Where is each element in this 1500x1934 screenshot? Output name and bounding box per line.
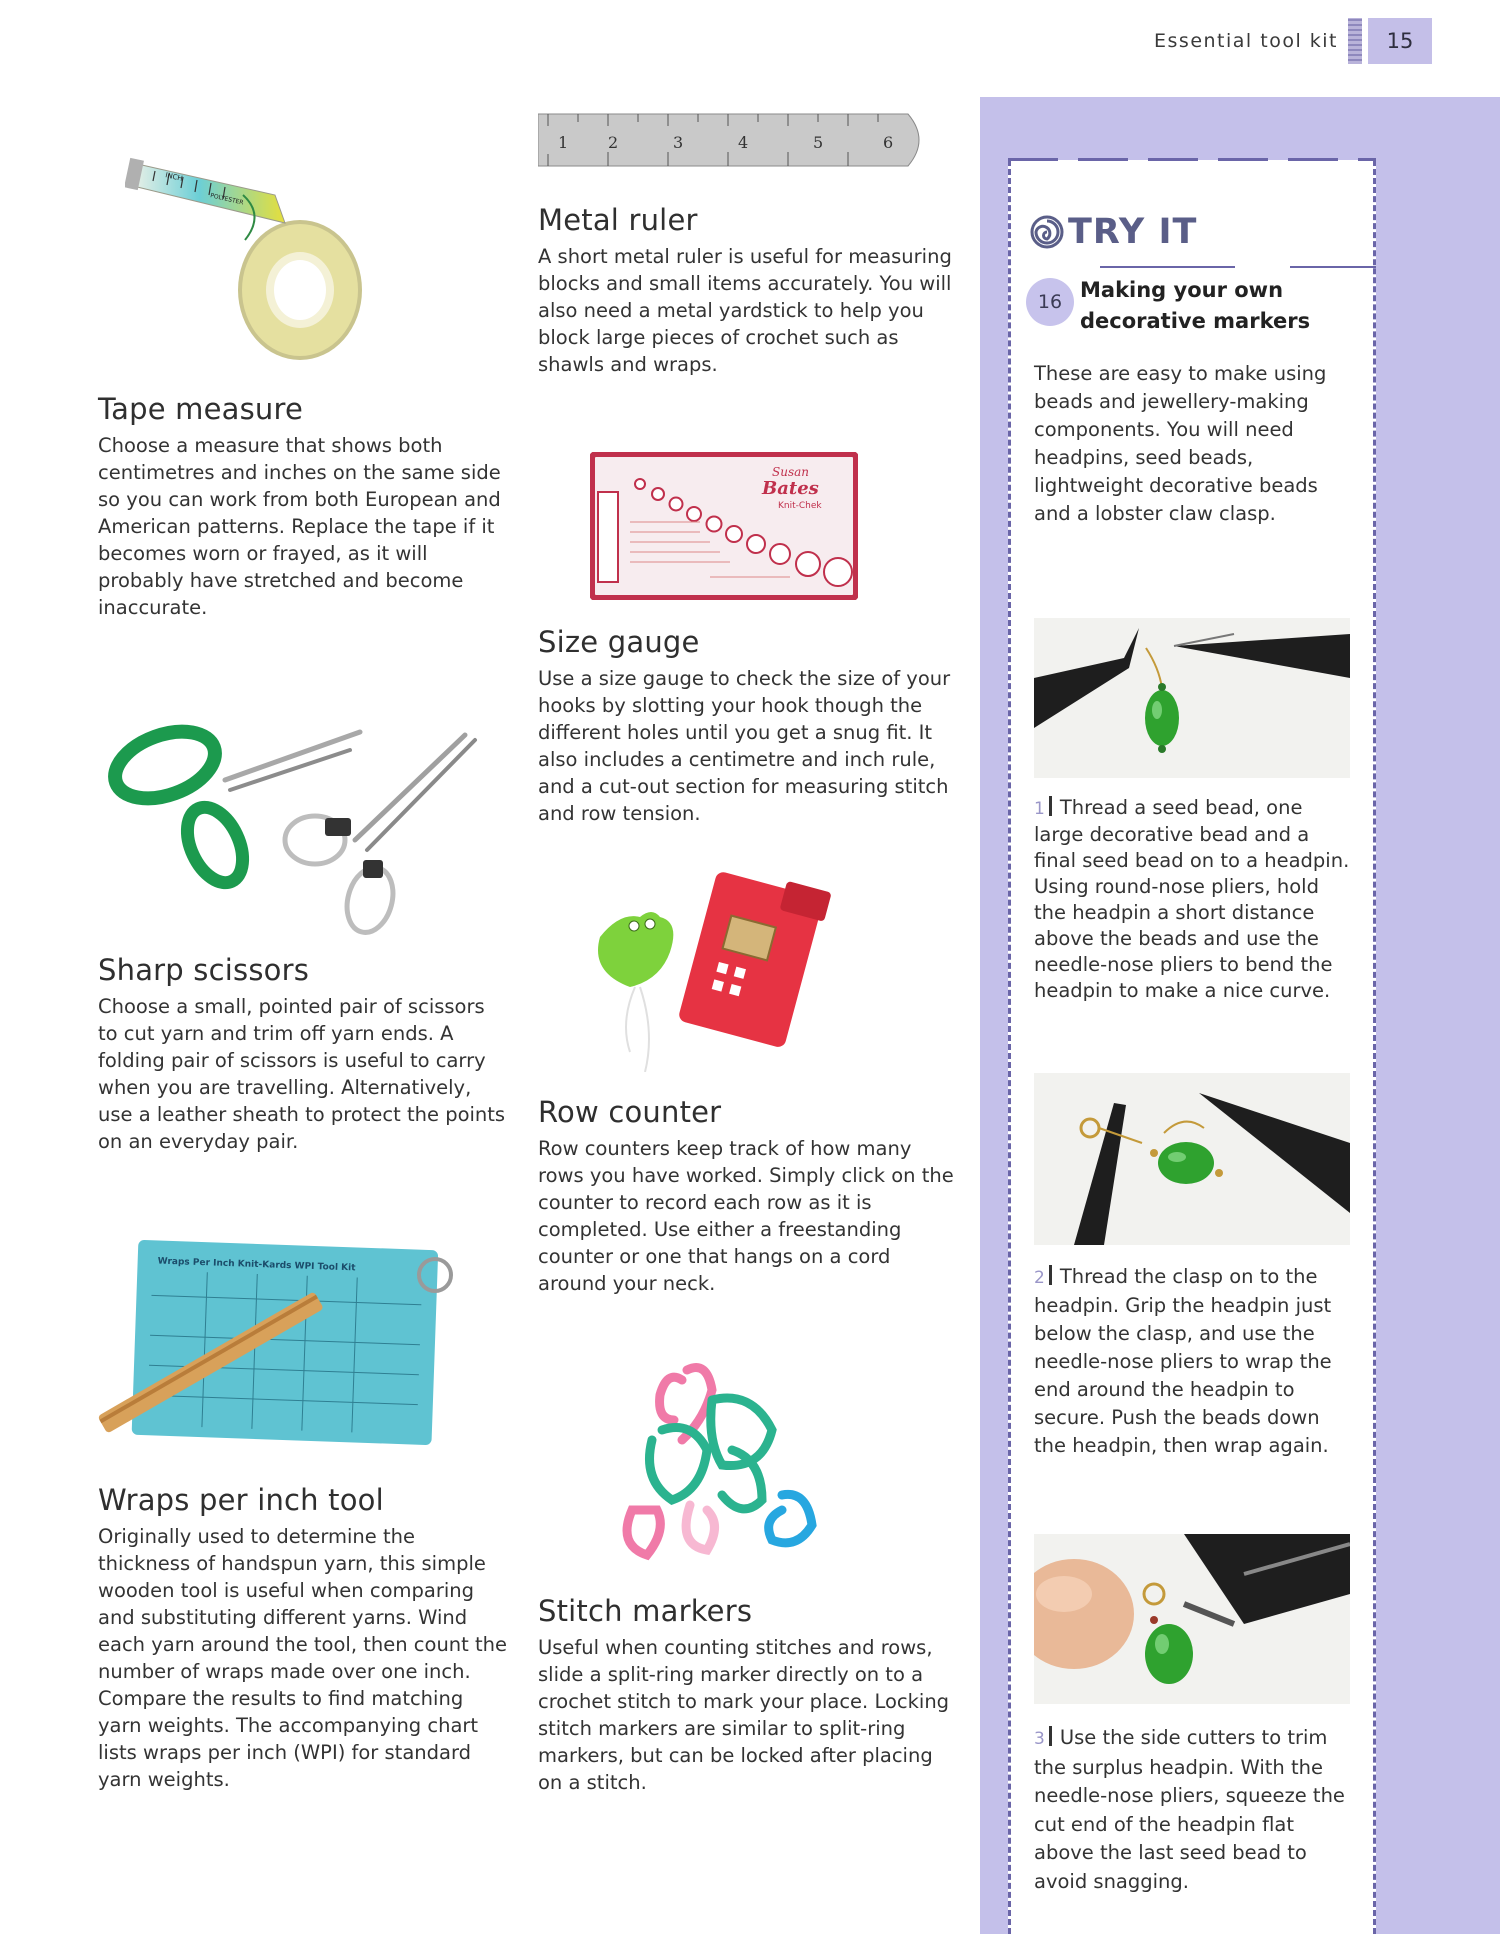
step-text: Use the side cutters to trim the surplus headpin. With the needle-nose pliers, squeeze the cut end of the headpin flat above the last seed bead to avoid snagging. [1034,1726,1345,1893]
tape-measure-image [125,145,365,365]
tool-stitch-markers [538,1594,958,1796]
tape-label-polyester: POLYESTER [209,192,245,207]
step-3 [1034,1724,1354,1896]
tool-title: Metal ruler [538,203,698,237]
step-bar [1049,1726,1052,1746]
scissors-image [105,720,485,940]
tool-description: Originally used to determine the thickness of handspun yarn, this simple wooden tool is useful when comparing and substituting different yarns. Wind each yarn around the tool, then count the number of wraps made over one inch. Compare the results to find matching yarn weights. The accompanying chart lists wraps per inch (WPI) for standard yarn weights. [98,1525,508,1791]
ruler-number: 4 [738,133,749,152]
tool-description: Row counters keep track of how many rows you have worked. Simply click on the counter to record each row as it is completed. Use either a freestanding counter or one that hangs on a cord around your neck. [538,1137,954,1295]
row-counter-image [580,862,860,1072]
tool-description: Use a size gauge to check the size of your hooks by slotting your hook though the different holes until you get a snug fit. It also includes a centimetre and inch rule, and a cut-out section for measuring stitch and row tension. [538,667,951,825]
tool-title: Sharp scissors [98,953,310,987]
gauge-sub: Knit-Chek [778,501,822,511]
step-2 [1034,1263,1354,1460]
step-2-photo [1034,1073,1350,1245]
ruler-number: 2 [608,133,619,152]
section-title: Essential tool kit [1154,30,1338,52]
wraps-per-inch-tool-image [95,1240,455,1450]
tool-title: Row counter [538,1095,722,1129]
ruler-number: 1 [558,133,569,152]
section-tab-strip [1348,18,1362,64]
try-it-label: TRY IT [1068,212,1198,252]
step-text: Thread the clasp on to the headpin. Grip the headpin just below the clasp, and use the needle-nose pliers to wrap the end around the headpin to secure. Push the beads down the headpin, then wrap again. [1034,1265,1332,1457]
tool-description: Useful when counting stitches and rows, slide a split-ring marker directly on to a crochet stitch to mark your place. Locking stitch markers are similar to split-ring markers, but can be locked after placing on a stitch. [538,1636,950,1794]
heading-rule [1290,266,1376,268]
project-number-badge: 16 [1026,278,1074,326]
step-number: 2 [1034,1268,1045,1288]
wpi-card-title: Wraps Per Inch Knit-Kards WPI Tool Kit [157,1256,356,1274]
size-gauge-image [590,452,858,600]
tool-sharp-scissors [98,953,508,1155]
gauge-brand: Susan [772,465,809,479]
tool-title: Wraps per inch tool [98,1483,384,1517]
metal-ruler-image [538,112,930,170]
tool-description: Choose a measure that shows both centimetres and inches on the same side so you can work from both European and American patterns. Replace the tape if it becomes worn or frayed, as it will probably have stretched and become inaccurate. [98,434,501,619]
gauge-brand-name: Bates [762,478,819,499]
step-bar [1049,1265,1052,1285]
tool-row-counter [538,1095,958,1297]
tool-metal-ruler [538,203,958,378]
step-3-photo [1034,1534,1350,1704]
ruler-number: 6 [883,133,894,152]
tool-description: A short metal ruler is useful for measuring blocks and small items accurately. You will also need a metal yardstick to help you block large pieces of crochet such as shawls and wraps. [538,245,952,376]
project-title: Making your own decorative markers [1080,278,1311,333]
swirl-icon [1030,215,1064,249]
tool-wraps-per-inch [98,1483,508,1793]
step-text: Thread a seed bead, one large decorative bead and a final seed bead on to a headpin. Using round-nose pliers, hold the headpin a short distance above the beads and use the needle-nose pliers to bend the headpin to make a nice curve. [1034,796,1350,1002]
tool-description: Choose a small, pointed pair of scissors to cut yarn and trim off yarn ends. A folding pair of scissors is useful to carry when you are travelling. Alternatively, use a leather sheath to protect the points on an everyday pair. [98,995,506,1153]
step-1 [1034,795,1354,1004]
heading-rule [1100,266,1235,268]
tool-title: Size gauge [538,625,700,659]
page-number: 15 [1368,18,1432,64]
step-bar [1049,796,1052,816]
try-it-heading [1030,212,1197,252]
tool-title: Stitch markers [538,1594,753,1628]
stitch-markers-image [612,1360,832,1570]
tool-size-gauge [538,625,958,827]
ruler-number: 5 [813,133,824,152]
card-top-rule [1008,158,1376,161]
step-number: 1 [1034,799,1045,819]
tool-title: Tape measure [98,392,304,426]
ruler-number: 3 [673,133,684,152]
tape-label-inch: INCH [164,171,184,183]
step-number: 3 [1034,1729,1045,1749]
project-intro: These are easy to make using beads and jewellery-making components. You will need headpins, seed beads, lightweight decorative beads and a lobster claw clasp. [1034,362,1327,525]
running-head [1154,18,1432,64]
step-1-photo [1034,618,1350,778]
tool-tape-measure [98,392,508,621]
